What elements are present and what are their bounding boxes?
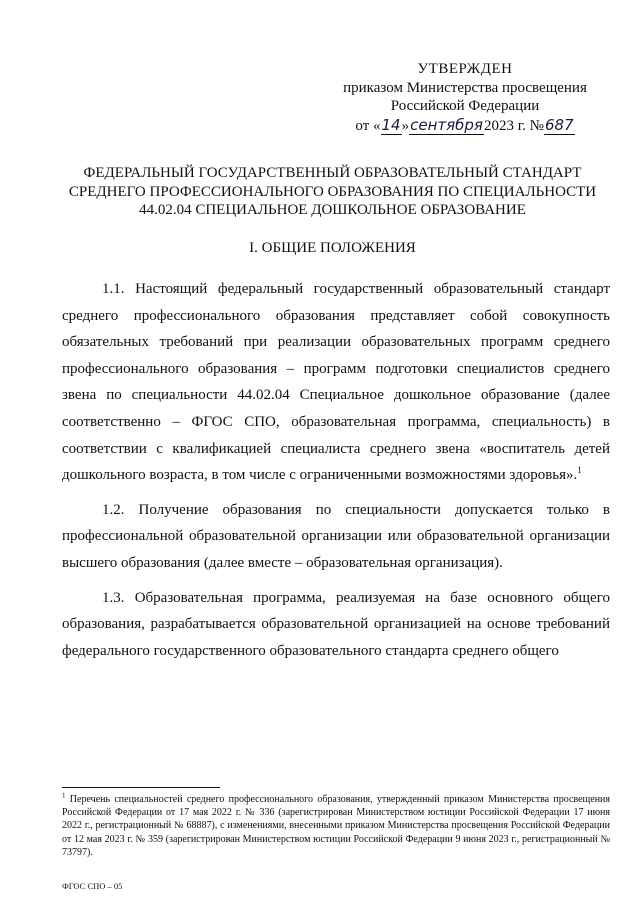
paragraph-1-1 (62, 276, 610, 489)
document-title-line-2: СРЕДНЕГО ПРОФЕССИОНАЛЬНОГО ОБРАЗОВАНИЯ ПО СПЕЦИАЛЬНОСТИ (68, 183, 597, 200)
footnote-divider (62, 787, 220, 788)
footnote (62, 793, 610, 859)
paragraph-1-2: 1.2. Получение образования по специальности допускается только в профессиональной образовательной организации или образовательной организации высшего образования (далее вместе – образовательная организация). (62, 501, 610, 571)
handwritten-day: 14 (381, 115, 401, 134)
handwritten-month: сентября (410, 115, 483, 134)
footnote-reference: 1 (577, 465, 582, 476)
month-separator: » (401, 117, 410, 134)
page-footer: ФГОС СПО – 05 (62, 881, 123, 891)
approval-line-1: приказом Министерства просвещения (343, 79, 587, 96)
footnote-mark: 1 (62, 791, 66, 800)
approval-title: УТВЕРЖДЕН (417, 61, 513, 77)
footnote-text: Перечень специальностей среднего профессионального образования, утвержденный приказом Министерства просвещения Российской Федерации от 17 мая 2022 г. № 336 (зарегистрирован Министерством юстиции Российской Федерации 17 июня 2022 г., регистрационный № 68887), с изменениями, внесенными приказом Министерства просвещения Российской Федерации от 12 мая 2023 г. № 359 (зарегистрирован Министерством юстиции Российской Федерации 9 июня 2023 г., регистрационный № 73797). (62, 794, 610, 858)
paragraph-1-1-text: 1.1. Настоящий федеральный государственный образовательный стандарт среднего профессионального образования представляет собой совокупность обязательных требований при реализации образовательных программ среднего профессионального образования – программ подготовки специалистов среднего звена по специальности 44.02.04 Специальное дошкольное образование (далее соответственно – ФГОС СПО, образовательная программа, специальность) в соответствии с квалификацией специалиста среднего звена «воспитатель детей дошкольного возраста, в том числе с ограниченными возможностями здоровья». (62, 281, 610, 484)
section-heading: I. ОБЩИЕ ПОЛОЖЕНИЯ (249, 240, 416, 256)
handwritten-order-number: 687 (544, 115, 574, 134)
paragraph-1-3: 1.3. Образовательная программа, реализуемая на базе основного общего образования, разрабатывается образовательной организацией на основе требований федерального государственного образовательного стандарта среднего общего (62, 589, 610, 659)
approval-stamp (330, 60, 600, 135)
year-text: 2023 г. № (483, 117, 544, 134)
document-title (60, 164, 605, 220)
document-body (62, 276, 610, 672)
document-title-line-1: ФЕДЕРАЛЬНЫЙ ГОСУДАРСТВЕННЫЙ ОБРАЗОВАТЕЛЬНЫЙ СТАНДАРТ (83, 165, 582, 181)
approval-date-line (330, 116, 600, 136)
document-title-line-3: 44.02.04 СПЕЦИАЛЬНОЕ ДОШКОЛЬНОЕ ОБРАЗОВАНИЕ (139, 202, 526, 218)
date-prefix: от « (355, 117, 381, 134)
approval-line-2: Российской Федерации (390, 98, 540, 114)
